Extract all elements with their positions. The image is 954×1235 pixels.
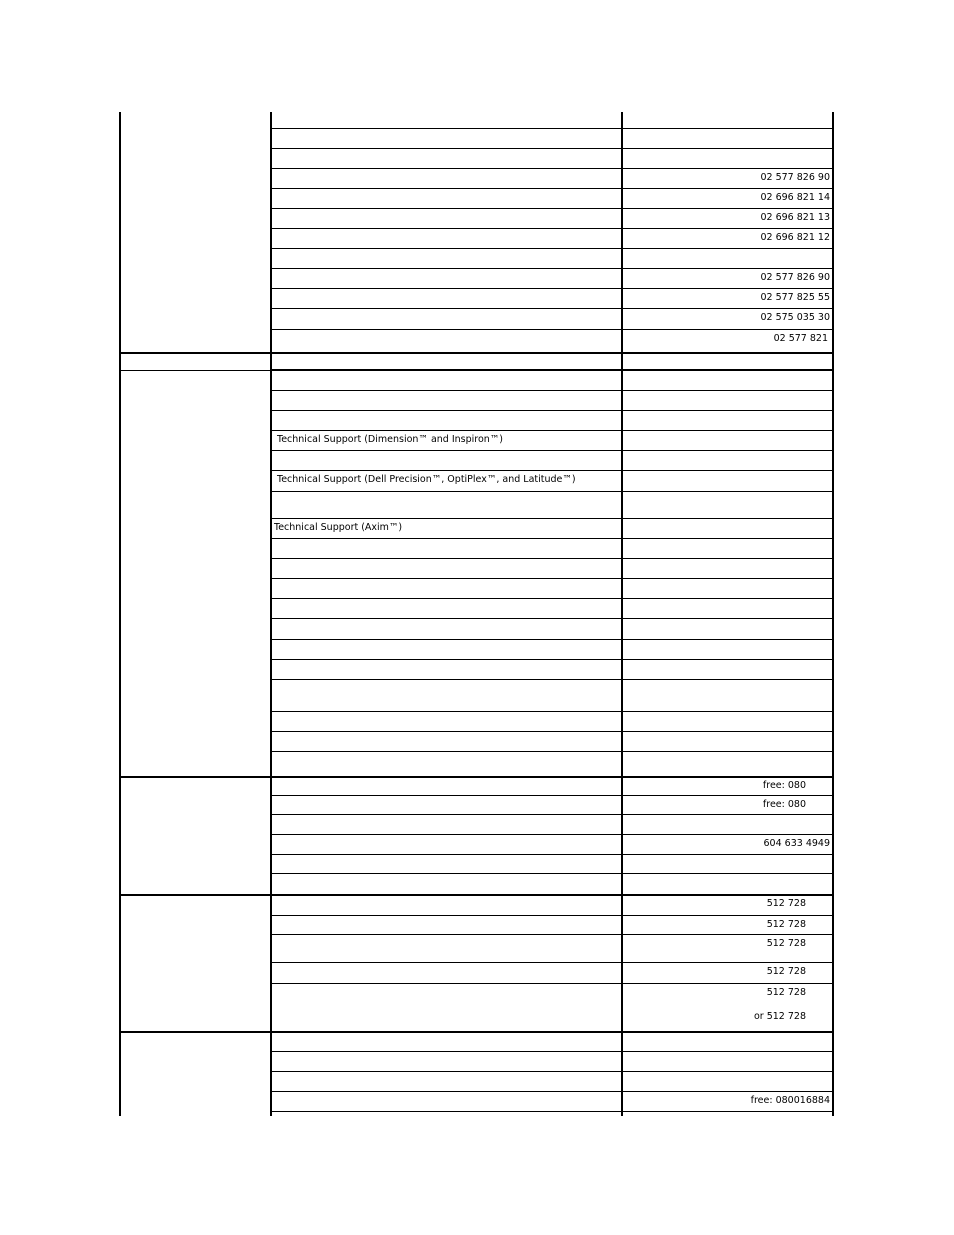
number-cell	[623, 309, 834, 330]
table-row	[272, 815, 834, 835]
table-row	[272, 935, 834, 963]
service-cell	[272, 249, 621, 269]
number-cell	[623, 640, 834, 660]
number-cell	[623, 112, 834, 129]
table-border-left	[119, 112, 121, 1116]
service-cell	[272, 732, 621, 752]
service-cell	[272, 492, 621, 519]
table-row	[272, 189, 834, 209]
phone-number-alt: or 512 728	[753, 1011, 806, 1022]
table-row	[272, 712, 834, 732]
table-row	[272, 579, 834, 599]
table-row	[272, 391, 834, 411]
service-cell	[272, 411, 621, 431]
number-cell	[623, 1072, 834, 1092]
service-cell	[272, 796, 621, 815]
number-cell	[623, 660, 834, 680]
number-cell	[623, 712, 834, 732]
phone-number: 512 728	[766, 938, 806, 949]
service-cell	[272, 855, 621, 874]
service-cell	[272, 1092, 621, 1112]
service-cell	[272, 431, 621, 451]
number-cell	[623, 209, 834, 229]
service-cell	[272, 370, 621, 391]
phone-number: 512 728	[766, 919, 806, 930]
table-row	[272, 1092, 834, 1112]
table-row	[272, 330, 834, 353]
service-cell	[272, 149, 621, 169]
service-cell	[272, 640, 621, 660]
number-cell	[623, 519, 834, 539]
number-cell	[623, 269, 834, 289]
service-cell	[272, 112, 621, 129]
number-cell	[623, 249, 834, 269]
number-cell	[623, 815, 834, 835]
table-row	[272, 752, 834, 777]
table-row	[272, 835, 834, 855]
phone-number: 604 633 4949	[763, 838, 830, 849]
number-cell	[623, 579, 834, 599]
table-row	[272, 149, 834, 169]
number-cell	[623, 189, 834, 209]
service-cell	[272, 752, 621, 777]
number-cell	[623, 451, 834, 471]
service-cell	[272, 777, 621, 796]
number-cell	[623, 492, 834, 519]
number-cell	[623, 680, 834, 712]
service-cell	[272, 289, 621, 309]
number-cell	[623, 1092, 834, 1112]
service-cell	[272, 599, 621, 619]
service-cell	[272, 353, 621, 370]
table-row	[272, 732, 834, 752]
number-cell	[623, 391, 834, 411]
number-cell	[623, 471, 834, 492]
number-cell	[623, 874, 834, 895]
table-row	[272, 411, 834, 431]
table-row	[272, 209, 834, 229]
number-cell	[623, 353, 834, 370]
service-cell	[272, 229, 621, 249]
table-row	[272, 129, 834, 149]
table-row	[272, 640, 834, 660]
table-row	[272, 451, 834, 471]
number-cell	[623, 1112, 834, 1116]
table-row	[272, 519, 834, 539]
service-cell	[272, 309, 621, 330]
number-cell	[623, 752, 834, 777]
service-cell	[272, 189, 621, 209]
phone-number: 02 577 821	[773, 333, 828, 344]
service-cell	[272, 1112, 621, 1116]
service-cell	[272, 539, 621, 559]
service-cell	[272, 835, 621, 855]
table-row	[272, 963, 834, 984]
table-row	[272, 559, 834, 579]
service-cell	[272, 1052, 621, 1072]
phone-number: 02 696 821 13	[760, 212, 830, 223]
number-cell	[623, 370, 834, 391]
number-cell	[623, 732, 834, 752]
service-cell	[272, 451, 621, 471]
table-row	[272, 1072, 834, 1092]
table-row	[272, 796, 834, 815]
service-cell	[272, 935, 621, 963]
table-row	[272, 492, 834, 519]
table-row	[272, 777, 834, 796]
table-row	[272, 855, 834, 874]
table-row	[272, 249, 834, 269]
phone-number: 02 575 035 30	[760, 312, 830, 323]
number-cell	[623, 411, 834, 431]
phone-number: 02 577 826 90	[760, 172, 830, 183]
phone-number: 02 577 826 90	[760, 272, 830, 283]
table-row	[272, 229, 834, 249]
table-row	[272, 874, 834, 895]
number-cell	[623, 895, 834, 916]
number-cell	[623, 1032, 834, 1052]
phone-number: 02 696 821 14	[760, 192, 830, 203]
phone-number: 02 577 825 55	[760, 292, 830, 303]
table-row	[272, 619, 834, 640]
table-row	[272, 660, 834, 680]
service-cell	[272, 1032, 621, 1052]
number-cell	[623, 431, 834, 451]
service-cell	[272, 391, 621, 411]
number-cell	[623, 129, 834, 149]
service-label: Technical Support (Dimension™ and Inspiron™)	[277, 434, 504, 445]
phone-number: free: 080	[762, 799, 806, 810]
table-row	[272, 269, 834, 289]
service-cell	[272, 519, 621, 539]
number-cell	[623, 835, 834, 855]
service-cell	[272, 874, 621, 895]
number-cell	[623, 984, 834, 1032]
table-row	[272, 599, 834, 619]
number-cell	[623, 229, 834, 249]
phone-number: free: 080016884	[750, 1095, 830, 1106]
table-row	[272, 431, 834, 451]
table-row	[272, 984, 834, 1032]
number-cell	[623, 855, 834, 874]
table-row	[272, 539, 834, 559]
service-label: Technical Support (Axim™)	[274, 522, 403, 533]
service-cell	[272, 471, 621, 492]
service-cell	[272, 619, 621, 640]
table-row	[272, 309, 834, 330]
table-row	[272, 916, 834, 935]
table-row	[272, 471, 834, 492]
table-row	[272, 1032, 834, 1052]
service-cell	[272, 579, 621, 599]
service-cell	[272, 895, 621, 916]
number-cell	[623, 539, 834, 559]
service-cell	[272, 815, 621, 835]
table-row	[272, 1112, 834, 1116]
phone-number: free: 080	[762, 780, 806, 791]
service-cell	[272, 169, 621, 189]
table-row	[272, 112, 834, 129]
phone-number: 512 728	[766, 966, 806, 977]
number-cell	[623, 1052, 834, 1072]
number-cell	[623, 935, 834, 963]
number-cell	[623, 777, 834, 796]
service-cell	[272, 1072, 621, 1092]
number-cell	[623, 963, 834, 984]
service-cell	[272, 129, 621, 149]
number-cell	[623, 619, 834, 640]
table-row	[272, 680, 834, 712]
service-cell	[272, 712, 621, 732]
number-cell	[623, 149, 834, 169]
service-cell	[272, 559, 621, 579]
table-row	[272, 370, 834, 391]
service-cell	[272, 330, 621, 353]
table-row	[272, 353, 834, 370]
service-label: Technical Support (Dell Precision™, OptiPlex™, and Latitude™)	[277, 474, 576, 485]
service-cell	[272, 984, 621, 1032]
phone-number: 512 728	[766, 987, 806, 998]
number-cell	[623, 169, 834, 189]
number-cell	[623, 796, 834, 815]
table-row	[272, 895, 834, 916]
table-row	[272, 289, 834, 309]
service-cell	[272, 916, 621, 935]
service-cell	[272, 680, 621, 712]
number-cell	[623, 916, 834, 935]
phone-number: 02 696 821 12	[760, 232, 830, 243]
service-cell	[272, 963, 621, 984]
number-cell	[623, 599, 834, 619]
number-cell	[623, 289, 834, 309]
number-cell	[623, 330, 834, 353]
service-cell	[272, 209, 621, 229]
table-row	[272, 1052, 834, 1072]
service-cell	[272, 660, 621, 680]
table-row	[272, 169, 834, 189]
number-cell	[623, 559, 834, 579]
service-cell	[272, 269, 621, 289]
phone-number: 512 728	[766, 898, 806, 909]
